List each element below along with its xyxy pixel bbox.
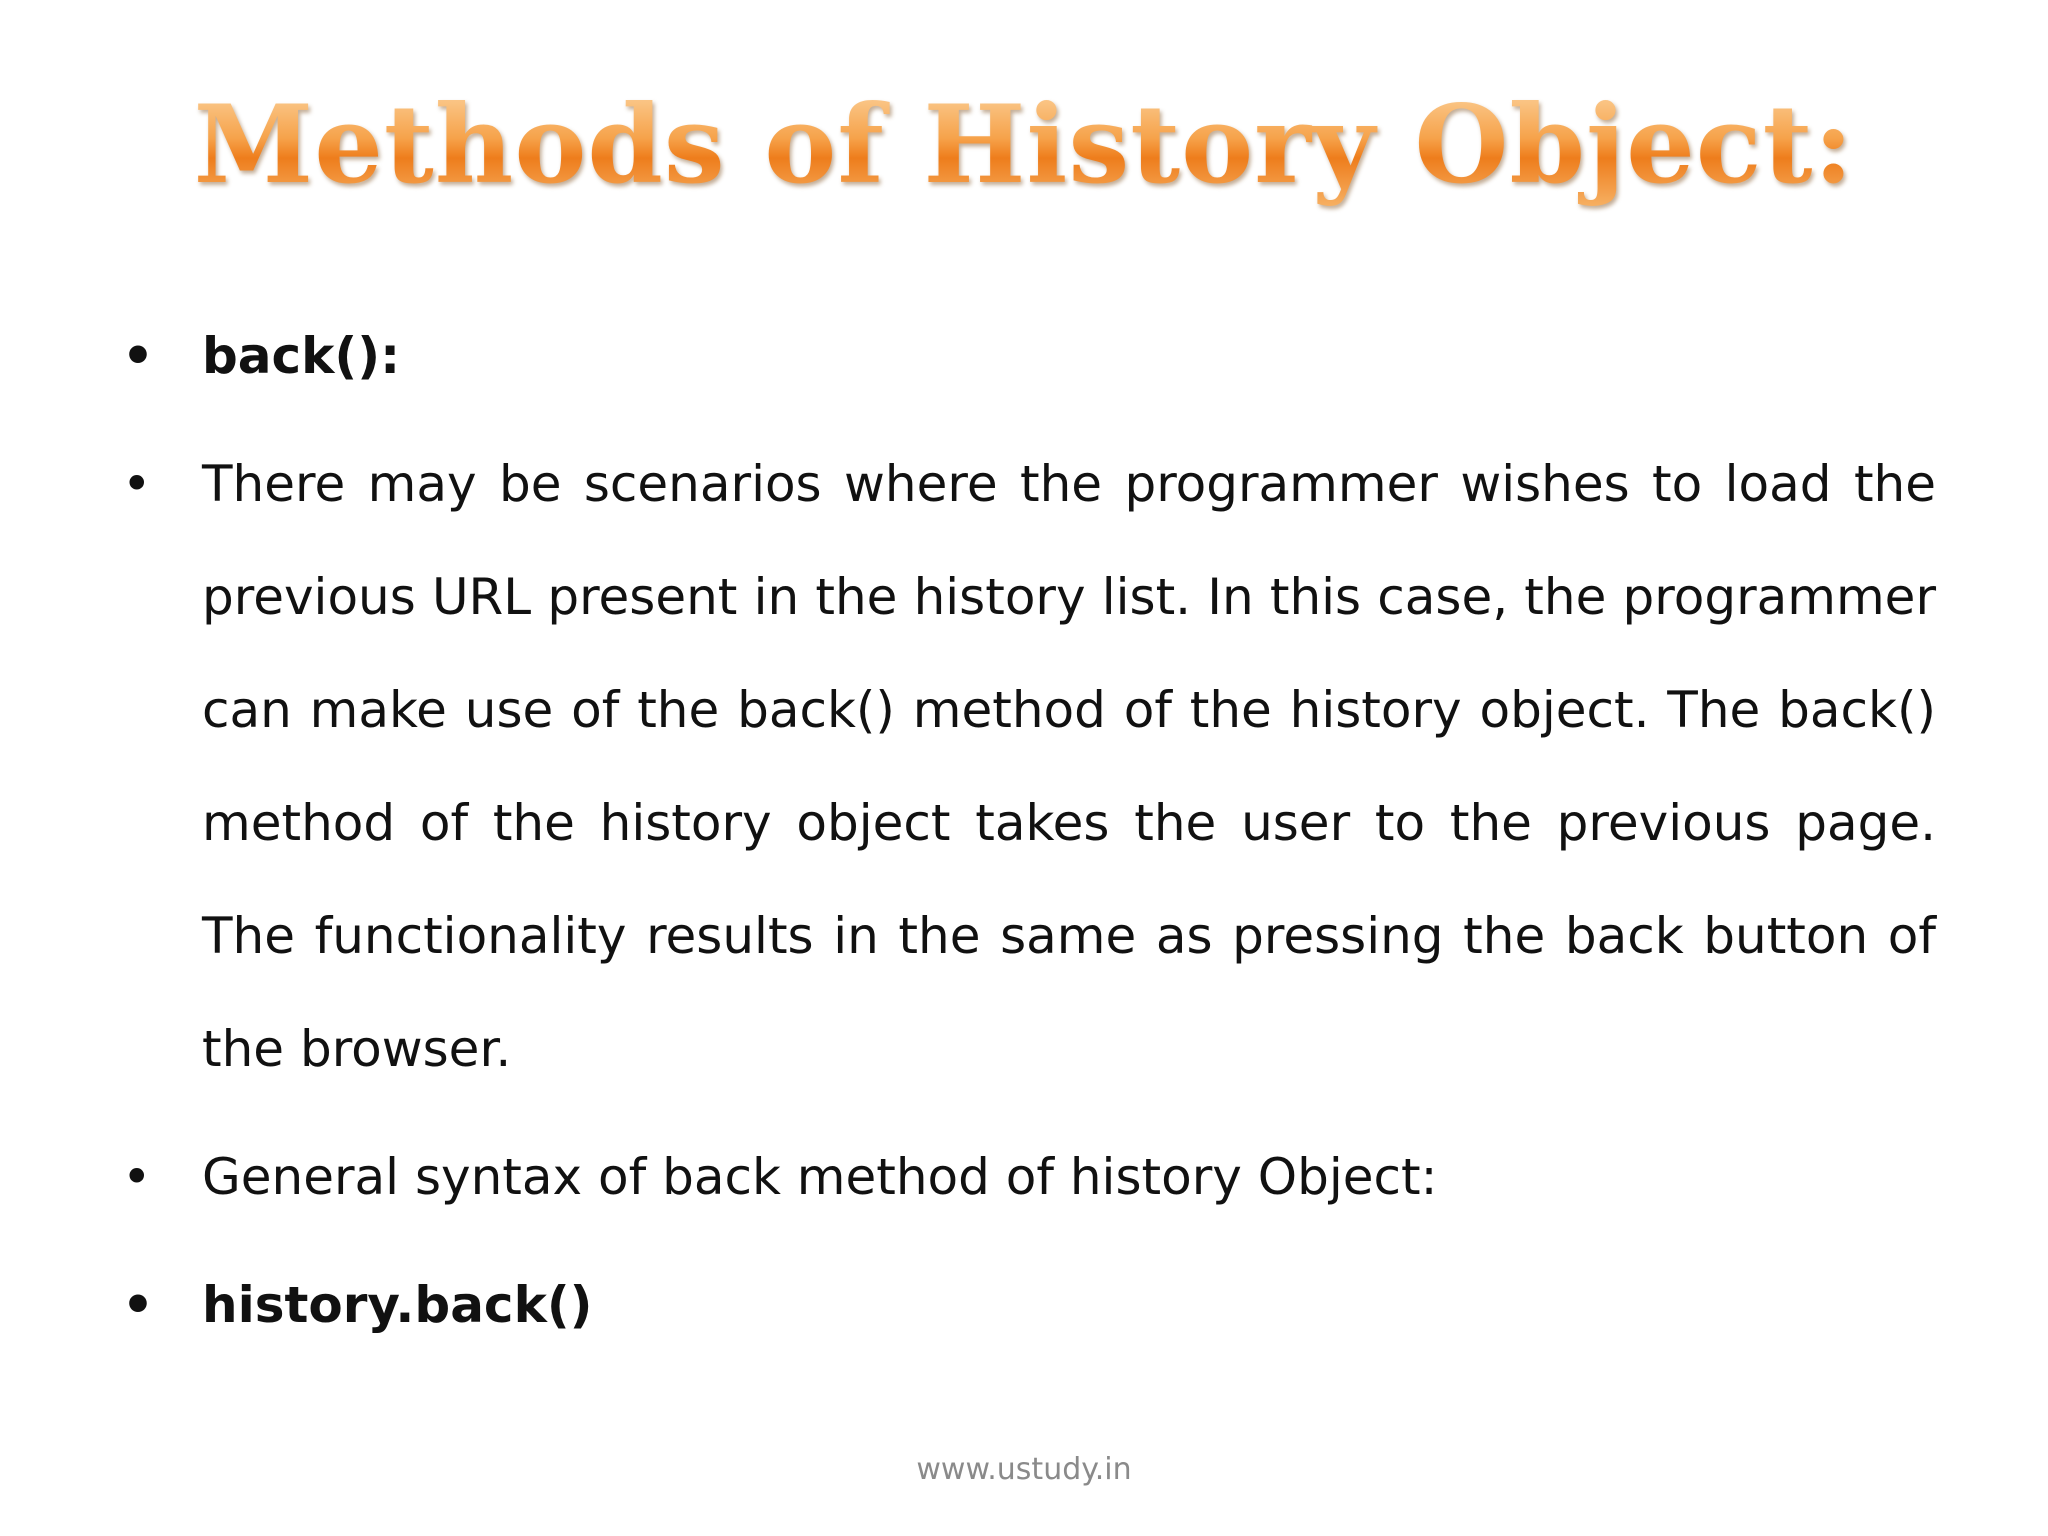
bullet-item-syntax-code — [122, 1249, 1936, 1362]
bullet-item-method-name — [122, 300, 1936, 413]
bullet-item-description — [122, 428, 1936, 1106]
footer-website: www.ustudy.in — [916, 1452, 1132, 1487]
bullet-text: General syntax of back method of history Object: — [202, 1148, 1438, 1206]
bullet-text: back(): — [202, 327, 401, 385]
bullet-icon: • — [122, 1276, 154, 1334]
bullet-item-syntax-label — [122, 1121, 1936, 1234]
bullet-text: history.back() — [202, 1276, 593, 1334]
bullet-icon: • — [122, 1148, 152, 1206]
bullet-text: There may be scenarios where the programmer wishes to load the previous URL present in the history list. In this case, the programmer can make use of the back() method of the history object. The back() method of the history object takes the user to the previous page. The functionality results in the same as pressing the back button of the browser. — [202, 455, 1936, 1078]
bullet-list — [122, 300, 1936, 1377]
bullet-icon: • — [122, 327, 154, 385]
bullet-icon: • — [122, 455, 152, 513]
slide-title: Methods of History Object: — [0, 80, 2048, 210]
